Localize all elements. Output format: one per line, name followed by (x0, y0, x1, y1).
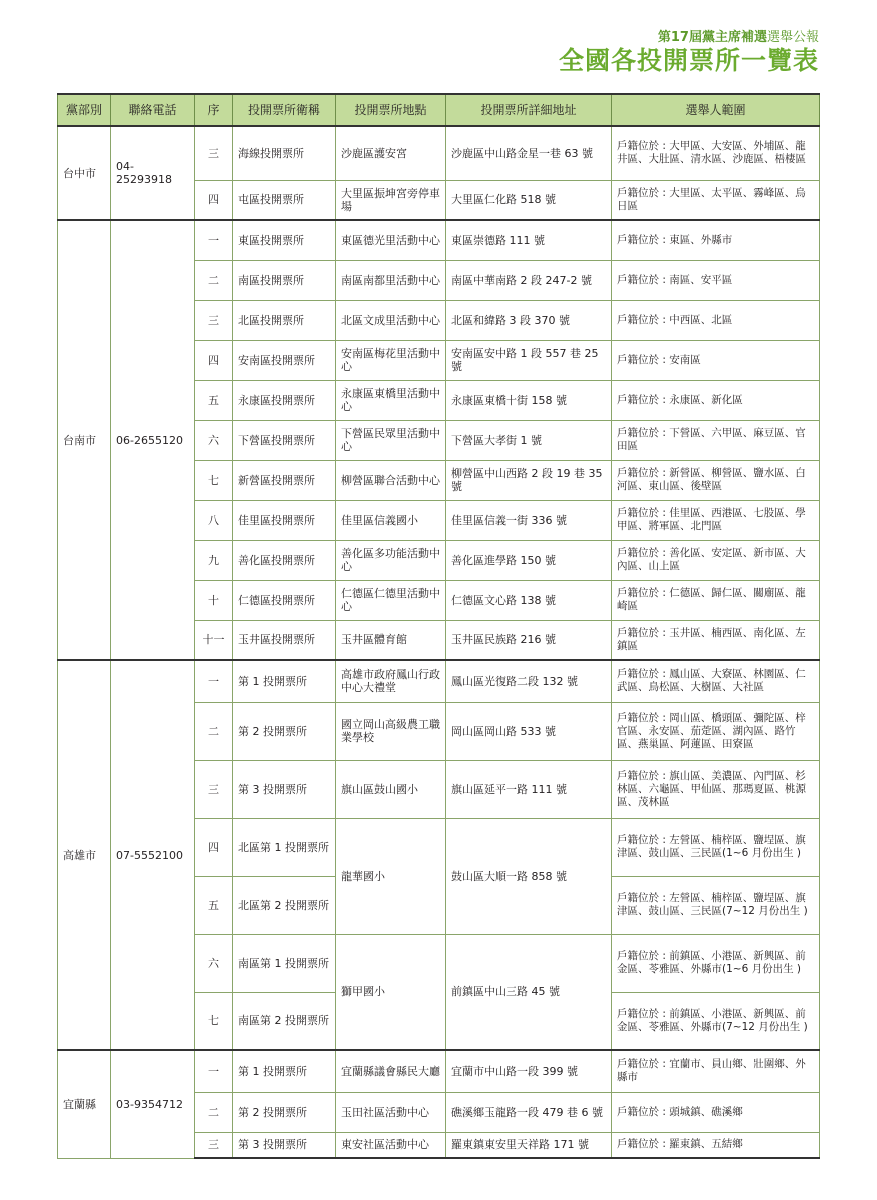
address-cell: 鼓山區大順一路 858 號 (446, 818, 612, 934)
table-row (58, 1050, 820, 1092)
phone-cell: 04-25293918 (111, 126, 195, 220)
page-header (559, 30, 819, 76)
table-row (58, 126, 820, 180)
voter-scope-cell: 戶籍位於 : 鳳山區、大寮區、林園區、仁武區、鳥松區、大樹區、大社區 (612, 660, 820, 702)
seq-cell: 二 (195, 1092, 233, 1132)
location-cell: 玉田社區活動中心 (336, 1092, 446, 1132)
station-name-cell: 北區第 1 投開票所 (233, 818, 336, 876)
voter-scope-cell: 戶籍位於 : 旗山區、美濃區、內門區、杉林區、六龜區、甲仙區、那瑪夏區、桃源區、茂林區 (612, 760, 820, 818)
table-row (58, 220, 820, 260)
address-cell: 北區和緯路 3 段 370 號 (446, 300, 612, 340)
voter-scope-cell: 戶籍位於 : 宜蘭市、員山鄉、壯圍鄉、外縣市 (612, 1050, 820, 1092)
station-name-cell: 新營區投開票所 (233, 460, 336, 500)
location-cell: 龍華國小 (336, 818, 446, 934)
seq-cell: 三 (195, 1132, 233, 1158)
seq-cell: 四 (195, 180, 233, 220)
seq-cell: 五 (195, 876, 233, 934)
seq-cell: 二 (195, 260, 233, 300)
location-cell: 旗山區鼓山國小 (336, 760, 446, 818)
station-name-cell: 南區第 1 投開票所 (233, 934, 336, 992)
station-name-cell: 善化區投開票所 (233, 540, 336, 580)
station-name-cell: 永康區投開票所 (233, 380, 336, 420)
voter-scope-cell: 戶籍位於 : 前鎮區、小港區、新興區、前金區、苓雅區、外縣市(1~6 月份出生 ) (612, 934, 820, 992)
station-name-cell: 第 2 投開票所 (233, 702, 336, 760)
location-cell: 安南區梅花里活動中心 (336, 340, 446, 380)
seq-cell: 六 (195, 420, 233, 460)
seq-cell: 一 (195, 1050, 233, 1092)
voter-scope-cell: 戶籍位於 : 中西區、北區 (612, 300, 820, 340)
seq-cell: 四 (195, 340, 233, 380)
col-header-party: 黨部別 (58, 94, 111, 126)
seq-cell: 九 (195, 540, 233, 580)
address-cell: 沙鹿區中山路金星一巷 63 號 (446, 126, 612, 180)
seq-cell: 一 (195, 220, 233, 260)
address-cell: 羅東鎮東安里天祥路 171 號 (446, 1132, 612, 1158)
col-header-location: 投開票所地點 (336, 94, 446, 126)
station-name-cell: 下營區投開票所 (233, 420, 336, 460)
voter-scope-cell: 戶籍位於 : 永康區、新化區 (612, 380, 820, 420)
voter-scope-cell: 戶籍位於 : 大甲區、大安區、外埔區、龍井區、大肚區、清水區、沙鹿區、梧棲區 (612, 126, 820, 180)
address-cell: 永康區東橋十街 158 號 (446, 380, 612, 420)
voter-scope-cell: 戶籍位於 : 左營區、楠梓區、鹽埕區、旗津區、鼓山區、三民區(1~6 月份出生 ) (612, 818, 820, 876)
seq-cell: 七 (195, 460, 233, 500)
seq-cell: 二 (195, 702, 233, 760)
seq-cell: 三 (195, 300, 233, 340)
address-cell: 南區中華南路 2 段 247-2 號 (446, 260, 612, 300)
station-name-cell: 北區第 2 投開票所 (233, 876, 336, 934)
party-cell: 台中市 (58, 126, 111, 220)
address-cell: 前鎮區中山三路 45 號 (446, 934, 612, 1050)
voter-scope-cell: 戶籍位於 : 頭城鎮、礁溪鄉 (612, 1092, 820, 1132)
voter-scope-cell: 戶籍位於 : 左營區、楠梓區、鹽埕區、旗津區、鼓山區、三民區(7~12 月份出生 ) (612, 876, 820, 934)
phone-cell: 07-5552100 (111, 660, 195, 1050)
subtitle-light: 選舉公報 (766, 30, 819, 45)
station-name-cell: 南區第 2 投開票所 (233, 992, 336, 1050)
station-name-cell: 第 2 投開票所 (233, 1092, 336, 1132)
seq-cell: 三 (195, 126, 233, 180)
location-cell: 永康區東橋里活動中心 (336, 380, 446, 420)
seq-cell: 七 (195, 992, 233, 1050)
seq-cell: 八 (195, 500, 233, 540)
station-name-cell: 海線投開票所 (233, 126, 336, 180)
party-cell: 台南市 (58, 220, 111, 660)
location-cell: 高雄市政府鳳山行政中心大禮堂 (336, 660, 446, 702)
table-row (58, 660, 820, 702)
phone-cell: 03-9354712 (111, 1050, 195, 1158)
address-cell: 岡山區岡山路 533 號 (446, 702, 612, 760)
seq-cell: 一 (195, 660, 233, 702)
address-cell: 東區崇德路 111 號 (446, 220, 612, 260)
voter-scope-cell: 戶籍位於 : 前鎮區、小港區、新興區、前金區、苓雅區、外縣市(7~12 月份出生 ) (612, 992, 820, 1050)
location-cell: 大里區振坤宮旁停車場 (336, 180, 446, 220)
location-cell: 國立岡山高級農工職業學校 (336, 702, 446, 760)
location-cell: 東區德光里活動中心 (336, 220, 446, 260)
party-cell: 高雄市 (58, 660, 111, 1050)
location-cell: 下營區民眾里活動中心 (336, 420, 446, 460)
station-name-cell: 第 1 投開票所 (233, 660, 336, 702)
address-cell: 大里區仁化路 518 號 (446, 180, 612, 220)
col-header-voter-scope: 選舉人範圍 (612, 94, 820, 126)
col-header-seq: 序 (195, 94, 233, 126)
seq-cell: 十一 (195, 620, 233, 660)
voter-scope-cell: 戶籍位於 : 新營區、柳營區、鹽水區、白河區、東山區、後壁區 (612, 460, 820, 500)
address-cell: 宜蘭市中山路一段 399 號 (446, 1050, 612, 1092)
col-header-phone: 聯絡電話 (111, 94, 195, 126)
page-title: 全國各投開票所一覽表 (558, 46, 819, 75)
seq-cell: 十 (195, 580, 233, 620)
col-header-address: 投開票所詳細地址 (446, 94, 612, 126)
station-name-cell: 仁德區投開票所 (233, 580, 336, 620)
voter-scope-cell: 戶籍位於 : 東區、外縣市 (612, 220, 820, 260)
party-cell: 宜蘭縣 (58, 1050, 111, 1158)
station-name-cell: 屯區投開票所 (233, 180, 336, 220)
subtitle-bold: 第17屆黨主席補選 (657, 30, 767, 45)
station-name-cell: 佳里區投開票所 (233, 500, 336, 540)
voter-scope-cell: 戶籍位於 : 善化區、安定區、新市區、大內區、山上區 (612, 540, 820, 580)
address-cell: 佳里區信義一街 336 號 (446, 500, 612, 540)
voter-scope-cell: 戶籍位於 : 岡山區、橋頭區、彌陀區、梓官區、永安區、茄萣區、湖內區、路竹區、燕巢區、阿蓮區、田寮區 (612, 702, 820, 760)
voter-scope-cell: 戶籍位於 : 羅東鎮、五結鄉 (612, 1132, 820, 1158)
address-cell: 旗山區延平一路 111 號 (446, 760, 612, 818)
station-name-cell: 東區投開票所 (233, 220, 336, 260)
station-name-cell: 第 3 投開票所 (233, 760, 336, 818)
voter-scope-cell: 戶籍位於 : 玉井區、楠西區、南化區、左鎮區 (612, 620, 820, 660)
location-cell: 南區南都里活動中心 (336, 260, 446, 300)
voter-scope-cell: 戶籍位於 : 南區、安平區 (612, 260, 820, 300)
voter-scope-cell: 戶籍位於 : 安南區 (612, 340, 820, 380)
seq-cell: 五 (195, 380, 233, 420)
location-cell: 佳里區信義國小 (336, 500, 446, 540)
location-cell: 善化區多功能活動中心 (336, 540, 446, 580)
col-header-station-name: 投開票所衛稱 (233, 94, 336, 126)
address-cell: 善化區進學路 150 號 (446, 540, 612, 580)
seq-cell: 三 (195, 760, 233, 818)
station-name-cell: 安南區投開票所 (233, 340, 336, 380)
voter-scope-cell: 戶籍位於 : 仁德區、歸仁區、關廟區、龍崎區 (612, 580, 820, 620)
station-name-cell: 北區投開票所 (233, 300, 336, 340)
station-name-cell: 南區投開票所 (233, 260, 336, 300)
address-cell: 安南區安中路 1 段 557 巷 25 號 (446, 340, 612, 380)
address-cell: 仁德區文心路 138 號 (446, 580, 612, 620)
voter-scope-cell: 戶籍位於 : 佳里區、西港區、七股區、學甲區、將軍區、北門區 (612, 500, 820, 540)
location-cell: 宜蘭縣議會縣民大廳 (336, 1050, 446, 1092)
address-cell: 礁溪鄉玉龍路一段 479 巷 6 號 (446, 1092, 612, 1132)
address-cell: 玉井區民族路 216 號 (446, 620, 612, 660)
address-cell: 下營區大孝街 1 號 (446, 420, 612, 460)
location-cell: 北區文成里活動中心 (336, 300, 446, 340)
location-cell: 玉井區體育館 (336, 620, 446, 660)
location-cell: 柳營區聯合活動中心 (336, 460, 446, 500)
table-header-row (58, 94, 820, 126)
location-cell: 仁德區仁德里活動中心 (336, 580, 446, 620)
phone-cell: 06-2655120 (111, 220, 195, 660)
voter-scope-cell: 戶籍位於 : 大里區、太平區、霧峰區、烏日區 (612, 180, 820, 220)
bulletin-subtitle (559, 30, 819, 46)
seq-cell: 四 (195, 818, 233, 876)
address-cell: 柳營區中山西路 2 段 19 巷 35 號 (446, 460, 612, 500)
seq-cell: 六 (195, 934, 233, 992)
address-cell: 鳳山區光復路二段 132 號 (446, 660, 612, 702)
station-name-cell: 玉井區投開票所 (233, 620, 336, 660)
location-cell: 沙鹿區護安宮 (336, 126, 446, 180)
station-name-cell: 第 3 投開票所 (233, 1132, 336, 1158)
location-cell: 東安社區活動中心 (336, 1132, 446, 1158)
station-name-cell: 第 1 投開票所 (233, 1050, 336, 1092)
location-cell: 獅甲國小 (336, 934, 446, 1050)
polling-stations-table (57, 93, 820, 1159)
voter-scope-cell: 戶籍位於 : 下營區、六甲區、麻豆區、官田區 (612, 420, 820, 460)
